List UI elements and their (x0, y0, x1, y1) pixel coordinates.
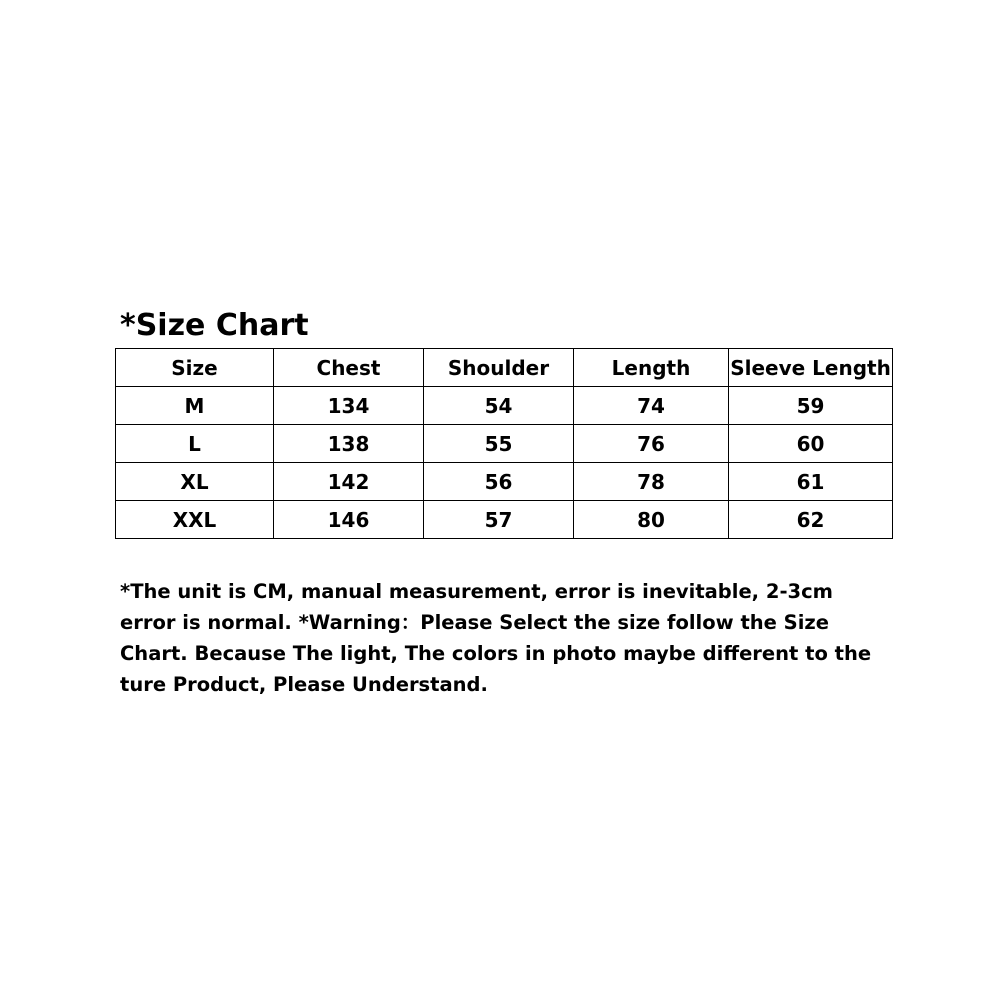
cell-shoulder: 55 (424, 425, 574, 463)
cell-sleeve-length: 61 (729, 463, 893, 501)
cell-size: XXL (116, 501, 274, 539)
cell-chest: 134 (274, 387, 424, 425)
header-shoulder: Shoulder (424, 349, 574, 387)
cell-length: 74 (574, 387, 729, 425)
cell-size: M (116, 387, 274, 425)
cell-shoulder: 57 (424, 501, 574, 539)
cell-size: XL (116, 463, 274, 501)
cell-size: L (116, 425, 274, 463)
page-title: *Size Chart (120, 308, 309, 343)
cell-sleeve-length: 60 (729, 425, 893, 463)
cell-chest: 146 (274, 501, 424, 539)
table-row (116, 387, 893, 425)
cell-length: 76 (574, 425, 729, 463)
table-row (116, 501, 893, 539)
cell-sleeve-length: 62 (729, 501, 893, 539)
header-chest: Chest (274, 349, 424, 387)
cell-shoulder: 56 (424, 463, 574, 501)
cell-chest: 142 (274, 463, 424, 501)
header-sleeve-length: Sleeve Length (729, 349, 893, 387)
cell-shoulder: 54 (424, 387, 574, 425)
size-table (115, 348, 893, 539)
cell-length: 78 (574, 463, 729, 501)
cell-chest: 138 (274, 425, 424, 463)
table-row (116, 425, 893, 463)
header-size: Size (116, 349, 274, 387)
cell-sleeve-length: 59 (729, 387, 893, 425)
table-row (116, 463, 893, 501)
table-header-row (116, 349, 893, 387)
header-length: Length (574, 349, 729, 387)
measurement-note: *The unit is CM, manual measurement, error is inevitable, 2-3cm error is normal. *Warning：Please Select the size follow the Size Chart. Because The light, The colors in photo maybe different to the ture Product, Please Understand. (120, 580, 872, 696)
cell-length: 80 (574, 501, 729, 539)
